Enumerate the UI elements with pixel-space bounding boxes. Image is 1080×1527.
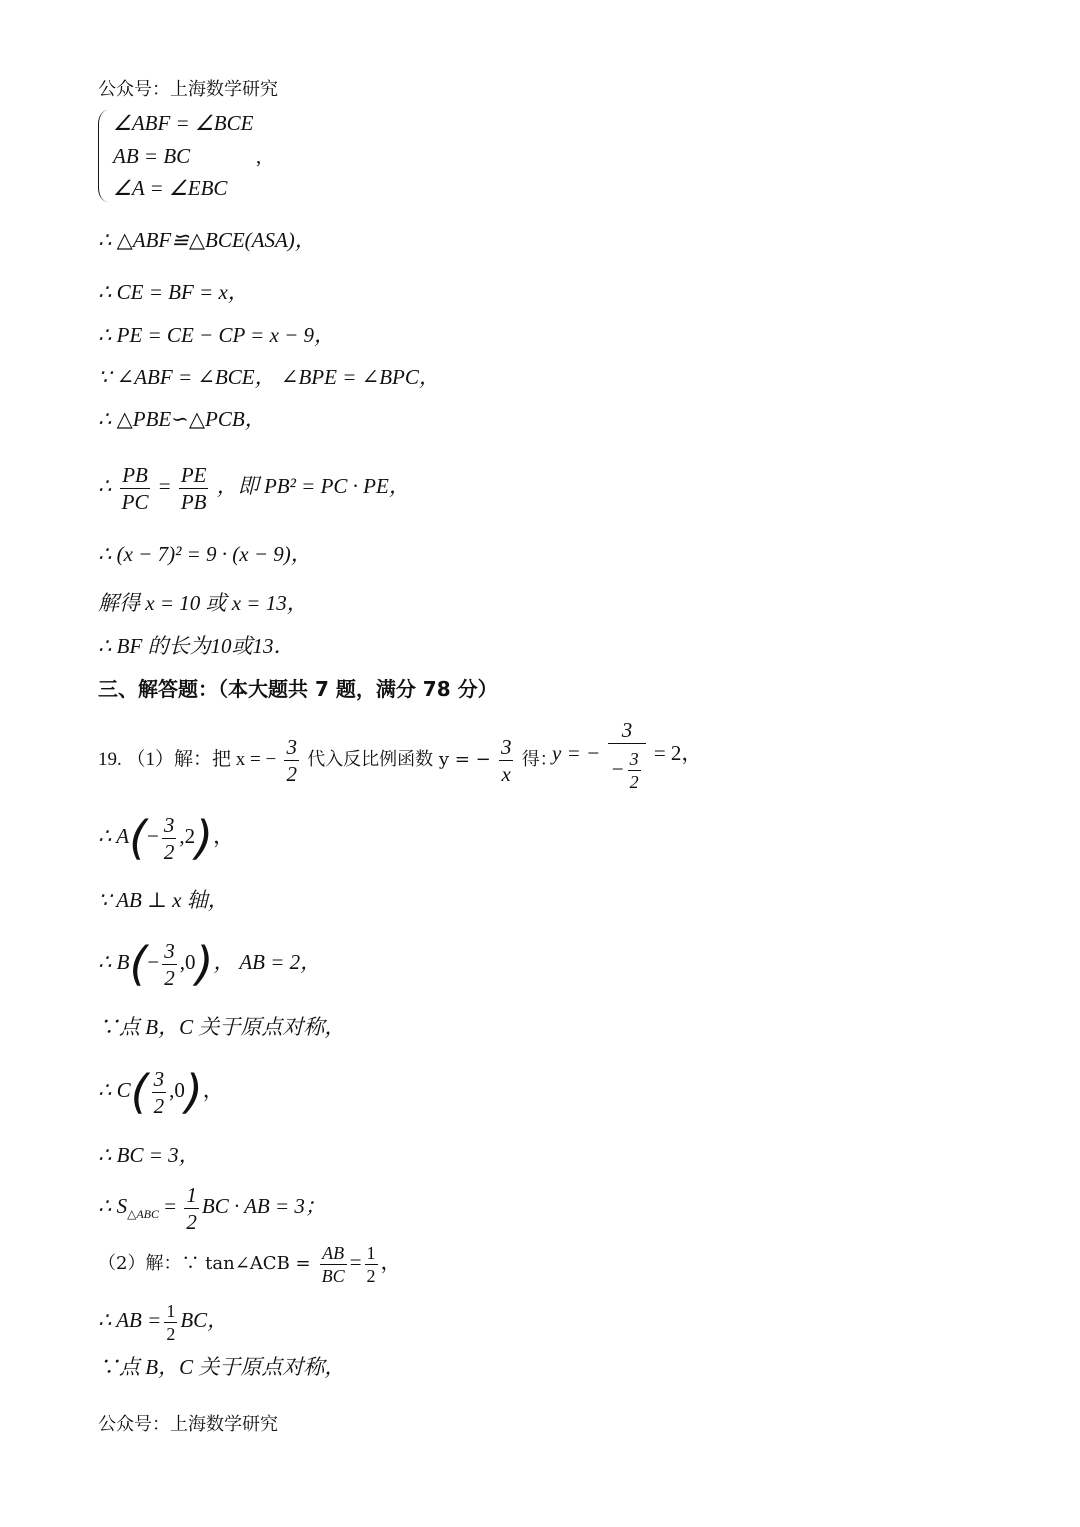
system-comma: , <box>256 144 262 168</box>
proof-congruent: ∴ △ABF≌△BCE(ASA)， <box>98 228 316 252</box>
q19-intro-a: 19. （1）解：把 x = − <box>98 749 277 770</box>
q19-intro-b: 代入反比例函数 y = − <box>307 749 491 770</box>
right-paren: ) <box>184 1065 203 1120</box>
page-footer: 公众号：上海数学研究 <box>98 1414 278 1435</box>
equals-sign: = <box>164 1194 177 1218</box>
q19-intro-c: 得： <box>521 749 558 770</box>
right-paren: ) <box>195 937 214 992</box>
fraction-numerator: 3 <box>163 812 175 837</box>
proof-ce-bf: ∴ CE = BF = x， <box>98 280 249 304</box>
therefore-symbol: ∴ <box>98 474 112 498</box>
fraction-numerator: 1 <box>186 1182 197 1207</box>
fraction-pe-pb <box>179 462 209 515</box>
proof-angles: ∵ ∠ABF = ∠BCE， ∠BPE = ∠BPC， <box>98 365 440 389</box>
complex-fraction <box>608 717 645 794</box>
left-paren: ( <box>130 1065 149 1120</box>
proof-ratio <box>98 456 410 516</box>
coord-sep: ,2 <box>179 824 196 848</box>
fraction-denominator: 2 <box>166 1323 176 1344</box>
fraction-numerator: 3 <box>164 938 175 963</box>
point-a <box>98 808 234 865</box>
fraction-denominator: PB <box>180 489 207 514</box>
proof-equation: ∴ (x − 7)² = 9 · (x − 9)， <box>98 542 312 566</box>
fraction-denominator: 2 <box>286 761 297 786</box>
point-a-label: ∴ A <box>98 824 130 848</box>
fraction-denominator: BC <box>321 1265 345 1286</box>
fraction-denominator: 2 <box>164 965 175 990</box>
symmetry-statement-2: ∵点 B，C 关于原点对称， <box>98 1355 346 1379</box>
fraction-numerator: AB <box>320 1242 347 1265</box>
y-computation <box>552 711 702 795</box>
y-result: = 2， <box>653 741 703 765</box>
point-a-tail: ， <box>213 824 235 848</box>
y-lhs: y = − <box>552 741 601 765</box>
area-subscript: △ABC <box>127 1207 160 1222</box>
fraction-1-2 <box>365 1242 378 1287</box>
left-paren: ( <box>129 811 148 866</box>
part2-tail: ， <box>380 1250 402 1274</box>
fraction-ab-bc <box>320 1242 347 1287</box>
fraction-3-2 <box>152 1066 167 1119</box>
proof-similar: ∴ △PBE∽△PCB， <box>98 407 266 431</box>
point-c-tail: ， <box>202 1078 224 1102</box>
page-header: 公众号：上海数学研究 <box>98 79 278 100</box>
fraction-pb-pc <box>120 462 151 515</box>
fraction-numerator: 1 <box>166 1300 176 1321</box>
point-b-tail: ， AB = 2， <box>213 950 322 974</box>
q19-intro <box>98 720 558 796</box>
fraction-numerator: 3 <box>286 734 297 759</box>
fraction-numerator: PB <box>120 462 151 489</box>
inner-denominator: 2 <box>629 772 639 793</box>
ab-tail: BC， <box>180 1308 229 1332</box>
proof-conclusion: ∴ BF 的长为10或13． <box>98 634 295 658</box>
fraction-denominator: − $\frac{3}{2}$ <box>610 749 639 793</box>
coord-sep: ,0 <box>169 1078 185 1102</box>
coord-sep: ,0 <box>179 950 196 974</box>
fraction-1-2 <box>164 1300 177 1345</box>
part2-tan <box>98 1238 402 1288</box>
section-heading: 三、解答题：（本大题共 7 题，满分 78 分） <box>98 677 498 701</box>
right-paren: ) <box>195 811 214 866</box>
ab-perpendicular: ∵ AB ⊥ x 轴， <box>98 888 229 912</box>
fraction-denominator: x <box>501 761 511 786</box>
bc-length: ∴ BC = 3， <box>98 1143 200 1167</box>
inner-numerator: 3 <box>629 749 639 770</box>
point-c <box>98 1062 224 1119</box>
fraction-numerator: 3 <box>608 717 645 744</box>
system-line-1: ∠ABF = ∠BCE <box>113 111 254 135</box>
fraction-3-2 <box>162 812 177 865</box>
system-line-3: ∠A = ∠EBC <box>113 176 228 200</box>
fraction-numerator: 3 <box>500 734 512 759</box>
fraction-denominator: 2 <box>366 1265 376 1286</box>
left-paren: ( <box>129 937 148 992</box>
equals-sign: = <box>158 474 171 498</box>
triangle-area <box>98 1180 326 1240</box>
proof-solution: 解得 x = 10 或 x = 13， <box>98 591 308 615</box>
area-label: ∴ S <box>98 1194 128 1218</box>
fraction-denominator: 2 <box>186 1209 197 1234</box>
ab-label: ∴ AB = <box>98 1308 162 1332</box>
left-brace <box>98 110 109 202</box>
fraction-3-2 <box>284 734 299 787</box>
minus-sign: − <box>147 824 159 848</box>
point-b <box>98 934 321 991</box>
fraction-numerator: 1 <box>366 1242 376 1263</box>
fraction-denominator: 2 <box>163 839 175 864</box>
system-line-2: AB = BC <box>113 144 191 168</box>
fraction-denominator: 2 <box>153 1093 165 1118</box>
minus-sign: − <box>147 950 160 974</box>
fraction-numerator: 3 <box>153 1066 165 1091</box>
ab-half-bc <box>98 1296 228 1345</box>
point-b-label: ∴ B <box>98 950 130 974</box>
proof-ratio-tail: ，即 PB² = PC · PE， <box>216 474 410 498</box>
part2-label: （2）解：∵ tan∠ACB = <box>98 1253 311 1274</box>
proof-pe: ∴ PE = CE − CP = x − 9， <box>98 323 336 347</box>
fraction-1-2 <box>184 1182 199 1235</box>
fraction-3-2 <box>162 938 177 991</box>
fraction-denominator: PC <box>121 489 149 514</box>
fraction-numerator: PE <box>180 462 207 487</box>
equals-sign: = <box>349 1250 362 1274</box>
area-tail: BC · AB = 3； <box>201 1194 326 1218</box>
symmetry-statement-1: ∵点 B，C 关于原点对称， <box>98 1015 346 1039</box>
point-c-label: ∴ C <box>98 1078 131 1102</box>
fraction-3-x <box>499 734 514 787</box>
inner-fraction <box>628 748 641 793</box>
